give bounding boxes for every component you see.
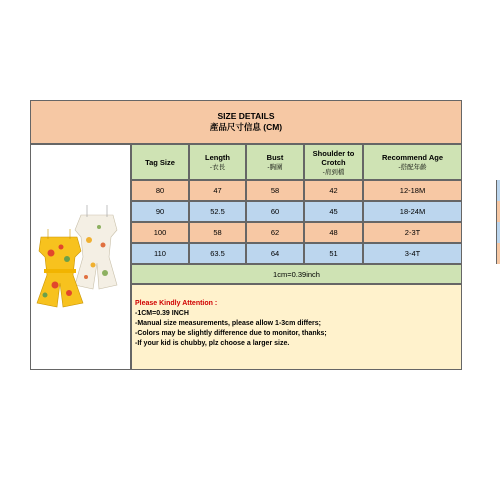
notes-panel	[131, 284, 462, 370]
table-cell: 63.5	[189, 243, 246, 264]
table-cell: 62	[246, 222, 304, 243]
table-cell: 110	[131, 243, 189, 264]
table-cell: 90	[131, 201, 189, 222]
size-details-header	[30, 100, 462, 144]
col-header-bust: Bust -胸圍	[246, 144, 304, 180]
col-header-recommend-age: Recommend Age -搭配年齡	[363, 144, 462, 180]
table-cell: 58	[246, 180, 304, 201]
page-title: SIZE DETAILS	[217, 111, 275, 121]
table-cell: 48	[304, 222, 363, 243]
table-cell: 60	[246, 201, 304, 222]
col-header-tag-size: Tag Size	[131, 144, 189, 180]
attention-heading: Please Kindly Attention :	[135, 300, 218, 307]
table-cell: 47	[189, 180, 246, 201]
note-line: -Manual size measurements, please allow 1-3cm differs;	[135, 320, 321, 327]
table-cell: 18-24M	[363, 201, 462, 222]
table-cell: 100	[131, 222, 189, 243]
table-cell: 51	[304, 243, 363, 264]
yellow-romper-image	[37, 229, 83, 307]
col-header-length: Length -衣長	[189, 144, 246, 180]
col-header-shoulder-to-crotch: Shoulder to Crotch -肩到檔	[304, 144, 363, 180]
white-romper-image	[75, 205, 117, 289]
table-cell: 12-18M	[363, 180, 462, 201]
table-cell: 80	[131, 180, 189, 201]
adjacent-sheet-fragment	[496, 180, 500, 264]
table-cell: 3-4T	[363, 243, 462, 264]
conversion-note: 1cm=0.39inch	[131, 264, 462, 284]
note-line: -If your kid is chubby, plz choose a larger size.	[135, 340, 290, 347]
table-cell: 64	[246, 243, 304, 264]
page-subtitle: 產品尺寸信息 (CM)	[209, 122, 283, 132]
table-cell: 2-3T	[363, 222, 462, 243]
table-cell: 52.5	[189, 201, 246, 222]
table-cell: 58	[189, 222, 246, 243]
product-photo	[31, 145, 130, 369]
note-line: -Colors may be slightly difference due to monitor, thanks;	[135, 330, 327, 337]
table-cell: 42	[304, 180, 363, 201]
table-cell: 45	[304, 201, 363, 222]
note-line: -1CM=0.39 INCH	[135, 310, 189, 317]
product-image-panel	[30, 144, 131, 370]
